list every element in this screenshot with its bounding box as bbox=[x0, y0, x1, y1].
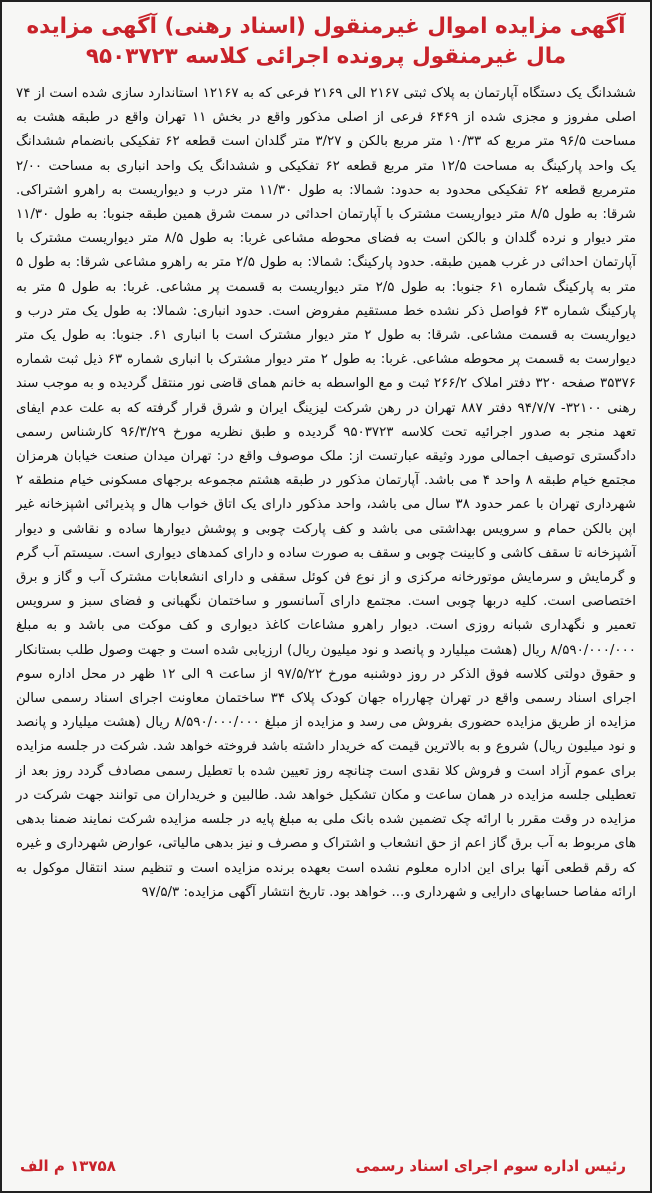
notice-signature: رئیس اداره سوم اجرای اسناد رسمی bbox=[355, 1157, 626, 1175]
notice-code: ۱۳۷۵۸ م الف bbox=[20, 1157, 116, 1175]
notice-title-line-1: آگهی مزایده اموال غیرمنقول (اسناد رهنی) آگهی مزایده bbox=[26, 14, 626, 39]
notice-body: ششدانگ یک دستگاه آپارتمان به پلاک ثبتی ۲۱۶۷ الی ۲۱۶۹ فرعی که به ۱۲۱۶۷ استاندارد سازی شده است از ۷۴ اصلی مفروز و مجزی شده از ۶۴۶۹ فرعی از اصلی مذکور واقع در بخش ۱۱ تهران واقع در طبقه هشت به مساحت ۹۶/۵ متر مربع که ۱۰/۳۳ متر مربع بالکن و ۳/۲۷ متر گلدان است قطعه ۶۲ تفکیکی بانضمام ششدانگ یک واحد پارکینگ به مساحت ۱۲/۵ متر مربع قطعه ۶۲ تفکیکی و ششدانگ یک واحد انباری به مساحت ۲/۰۰ مترمربع قطعه ۶۲ تفکیکی محدود به حدود: شمالا: به طول ۱۱/۳۰ متر درب و دیواریست به راهرو اشتراکی. شرقا: به طول ۸/۵ متر دیواریست مشترک با آپارتمان احداثی در سمت شرق همین طبقه جنوبا: به طول ۱۱/۳۰ متر دیوار و نرده گلدان و بالکن است به فضای محوطه مشاعی غربا: به طول ۸/۵ متر دیواریست مشترک با آپارتمان احداثی در غرب همین طبقه. حدود پارکینگ: شمالا: به طول ۲/۵ متر به راهرو مشاعی شرقا: به طول ۵ متر به پارکینگ شماره ۶۱ جنوبا: به طول ۲/۵ متر دیواریست به قسمت پر مشاعی. غربا: به طول ۵ متر به پارکینگ شماره ۶۳ فواصل ذکر نشده خط مستقیم مفروض است. حدود انباری: شمالا: به طول یک متر درب و دیواریست به قسمت مشاعی. شرقا: به طول ۲ متر دیوار مشترک است با انباری ۶۱. جنوبا: به طول یک متر دیوارست به قسمت پر محوطه مشاعی. غربا: به طول ۲ متر دیوار مشترک با انباری شماره ۶۳ ذیل ثبت شماره ۳۵۳۷۶ صفحه ۳۲۰ دفتر املاک ۲۶۶/۲ ثبت و مع الواسطه به خانم همای قاضی نور منتقل گردیده و به موجب سند رهنی ۳۲۱۰۰- ۹۴/۷/۷ دفتر ۸۸۷ تهران در رهن شرکت لیزینگ ایران و شرق قرار گرفته که به علت عدم ایفای تعهد منجر به صدور اجرائیه تحت کلاسه ۹۵۰۳۷۲۳ گردیده و طبق نظریه مورخ ۹۶/۳/۲۹ کارشناس رسمی دادگستری توصیف اجمالی مورد وثیقه عبارتست از: ملک موصوف واقع در: تهران میدان صنعت خیابان هرمزان مجتمع خیام طبقه ۸ واحد ۴ می باشد. آپارتمان مذکور در طبقه هشتم مجموعه برجهای مسکونی خیام منطقه ۲ شهرداری تهران با عمر حدود ۳۸ سال می باشد، واحد مذکور دارای یک اتاق خواب هال و پذیرائی اشپزخانه غیر اپن بالکن حمام و سرویس بهداشتی می باشد و کف پارکت چوبی و پوشش دیوارها ساده و نقاشی و دیوار آشپزخانه تا سقف کاشی و کابینت چوبی و سقف به صورت ساده و دارای کمدهای دیواری است. سیستم آب گرم و گرمایش و سرمایش موتورخانه مرکزی و از نوع فن کوئل سقفی و دارای انشعابات مشترک آب و گاز و برق اختصاصی است. کلیه دربها چوبی است. مجتمع دارای آسانسور و ساختمان نگهبانی و فضای سبز و سرویس تعمیر و نگهداری شبانه روزی است. دیوار راهرو مشاعات کاغذ دیواری و کف موکت می باشد و به مبلغ ۸/۵۹۰/۰۰۰/۰۰۰ ریال (هشت میلیارد و پانصد و نود میلیون ریال) ارزیابی شده است و جهت وصول طلب بستانکار و حقوق دولتی کلاسه فوق الذکر در روز دوشنبه مورخ ۹۷/۵/۲۲ از ساعت ۹ الی ۱۲ ظهر در محل اداره سوم اجرای اسناد رسمی واقع در تهران چهارراه جهان کودک پلاک ۳۴ ساختمان معاونت اجرای اسناد رسمی سالن مزایده از طریق مزایده حضوری بفروش می رسد و مزایده از مبلغ ۸/۵۹۰/۰۰۰/۰۰۰ ریال (هشت میلیارد و پانصد و نود میلیون ریال) شروع و به بالاترین قیمت که خریدار داشته باشد فروخته خواهد شد. شرکت در جلسه مزایده برای عموم آزاد است و فروش کلا نقدی است چنانچه روز تعیین شده با تعطیل رسمی مصادف گردد روز بعد از تعطیلی جلسه مزایده در همان ساعت و مکان تشکیل خواهد شد. طالبین و خریداران می توانند جهت شرکت در مزایده در وقت مقرر با ارائه چک تضمین شده بانک ملی به مبلغ پایه در جلسه مزایده شرکت نمایند ضمنا بدهی های مربوط به آب برق گاز اعم از حق انشعاب و اشتراک و مصرف و نیز بدهی مالیاتی، عوارض شهرداری و غیره که رقم قطعی آنها برای این اداره معلوم نشده است بعهده برنده مزایده است و تنظیم سند انتقال موکول به ارائه مفاصا حسابهای دارایی و شهرداری و... خواهد بود. تاریخ انتشار آگهی مزایده: ۹۷/۵/۳ bbox=[16, 86, 637, 900]
notice-title-line-2: مال غیرمنقول پرونده اجرائی کلاسه ۹۵۰۳۷۲۳ bbox=[85, 44, 567, 69]
notice-title bbox=[16, 12, 636, 72]
notice-footer bbox=[16, 1151, 636, 1181]
